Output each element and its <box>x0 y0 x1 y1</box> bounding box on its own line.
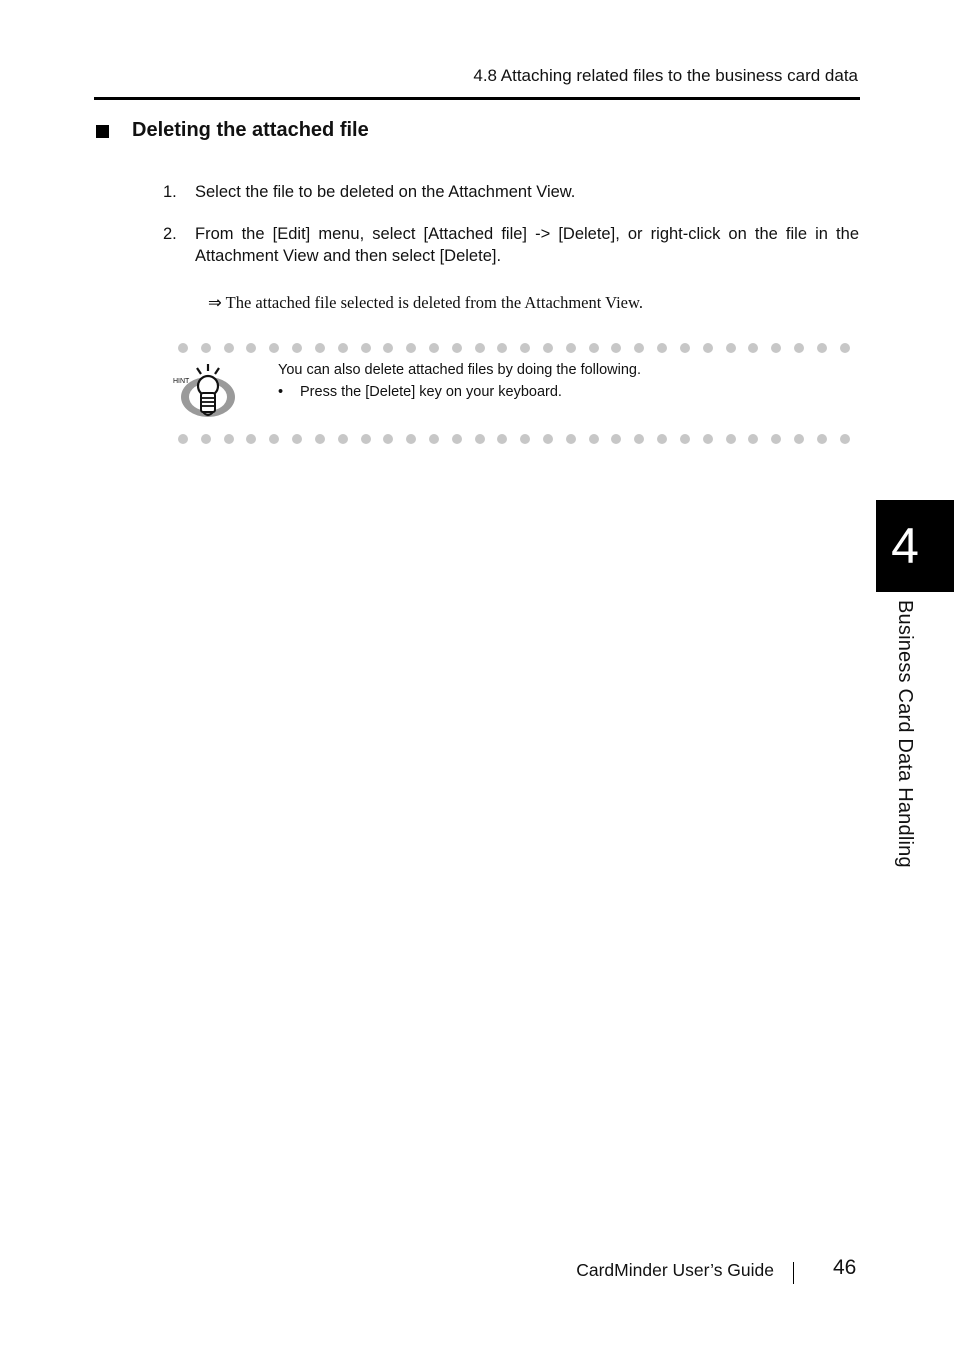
divider-dot <box>475 434 485 444</box>
step-number: 1. <box>163 183 177 201</box>
divider-dot <box>840 343 850 353</box>
divider-dot <box>657 343 667 353</box>
hint-top-divider <box>178 342 850 354</box>
divider-dot <box>246 434 256 444</box>
divider-dot <box>383 343 393 353</box>
divider-dot <box>269 434 279 444</box>
divider-dot <box>406 434 416 444</box>
divider-dot <box>315 434 325 444</box>
divider-dot <box>794 343 804 353</box>
step-1 <box>163 181 859 203</box>
divider-dot <box>840 434 850 444</box>
bullet: • <box>278 384 284 400</box>
divider-dot <box>246 343 256 353</box>
divider-dot <box>452 434 462 444</box>
divider-dot <box>566 343 576 353</box>
result-text: The attached file selected is deleted from the Attachment View. <box>225 293 643 312</box>
divider-dot <box>406 343 416 353</box>
step-text: From the [Edit] menu, select [Attached file] -> [Delete], or right-click on the file in the Attachment View and then select [Delete]. <box>195 225 859 265</box>
chapter-title: Business Card Data Handling <box>894 600 916 868</box>
divider-dot <box>589 434 599 444</box>
divider-dot <box>178 434 188 444</box>
divider-dot <box>794 434 804 444</box>
hint-bottom-divider <box>178 433 850 445</box>
divider-dot <box>634 343 644 353</box>
divider-dot <box>680 343 690 353</box>
divider-dot <box>680 434 690 444</box>
divider-dot <box>429 343 439 353</box>
chapter-number: 4 <box>891 518 919 574</box>
divider-dot <box>178 343 188 353</box>
divider-dot <box>201 343 211 353</box>
divider-dot <box>543 343 553 353</box>
divider-dot <box>452 343 462 353</box>
step-result <box>208 293 643 313</box>
divider-dot <box>703 343 713 353</box>
divider-dot <box>726 343 736 353</box>
lightbulb-icon <box>172 362 240 422</box>
divider-dot <box>224 434 234 444</box>
divider-dot <box>657 434 667 444</box>
divider-dot <box>817 434 827 444</box>
divider-dot <box>817 343 827 353</box>
running-header: 4.8 Attaching related files to the business card data <box>473 66 858 85</box>
divider-dot <box>771 434 781 444</box>
square-bullet-icon <box>96 125 109 138</box>
divider-dot <box>497 343 507 353</box>
divider-dot <box>315 343 325 353</box>
divider-dot <box>748 343 758 353</box>
divider-dot <box>589 343 599 353</box>
divider-dot <box>748 434 758 444</box>
divider-dot <box>292 434 302 444</box>
divider-dot <box>475 343 485 353</box>
divider-dot <box>338 434 348 444</box>
hint-icon <box>172 362 240 422</box>
page-number: 46 <box>833 1256 857 1279</box>
section-heading <box>96 119 369 142</box>
divider-dot <box>611 343 621 353</box>
divider-dot <box>634 434 644 444</box>
divider-dot <box>201 434 211 444</box>
step-text: Select the file to be deleted on the Attachment View. <box>195 183 576 201</box>
divider-dot <box>703 434 713 444</box>
hint-icon-label: HINT <box>173 378 190 385</box>
divider-dot <box>566 434 576 444</box>
divider-dot <box>726 434 736 444</box>
divider-dot <box>361 343 371 353</box>
hint-item-text: Press the [Delete] key on your keyboard. <box>300 384 562 400</box>
divider-dot <box>269 343 279 353</box>
divider-dot <box>383 434 393 444</box>
result-arrow-icon: ⇒ <box>208 293 222 312</box>
step-number: 2. <box>163 225 177 243</box>
header-rule <box>94 97 860 100</box>
divider-dot <box>543 434 553 444</box>
section-heading-text: Deleting the attached file <box>132 119 369 141</box>
chapter-tab <box>876 500 954 592</box>
footer-guide-title: CardMinder User’s Guide <box>576 1260 774 1280</box>
divider-dot <box>497 434 507 444</box>
divider-dot <box>338 343 348 353</box>
hint-intro: You can also delete attached files by doing the following. <box>278 362 642 378</box>
divider-dot <box>292 343 302 353</box>
divider-dot <box>429 434 439 444</box>
divider-dot <box>361 434 371 444</box>
divider-dot <box>224 343 234 353</box>
divider-dot <box>520 343 530 353</box>
divider-dot <box>771 343 781 353</box>
footer-separator <box>793 1262 794 1284</box>
step-2 <box>163 223 859 267</box>
divider-dot <box>520 434 530 444</box>
hint-list-item <box>278 384 562 400</box>
divider-dot <box>611 434 621 444</box>
